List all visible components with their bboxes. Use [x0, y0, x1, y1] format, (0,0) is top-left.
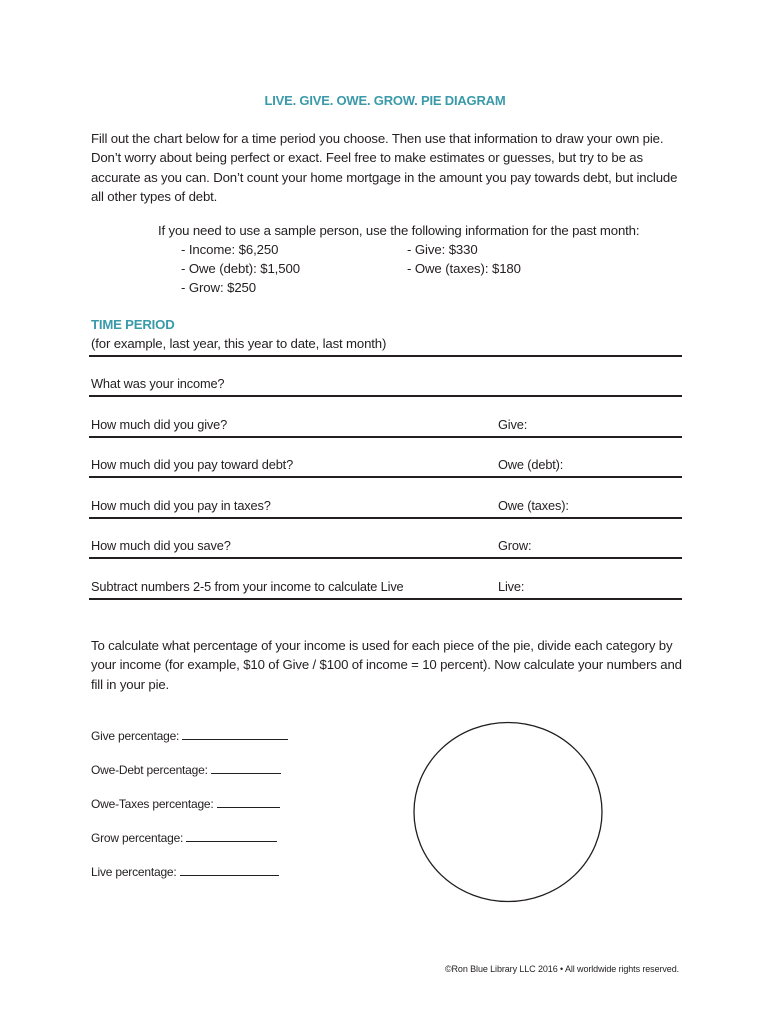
copyright-footer: ©Ron Blue Library LLC 2016 • All worldwide rights reserved. — [445, 964, 679, 974]
intro-paragraph: Fill out the chart below for a time period you choose. Then use that information to draw your own pie. Don’t worry about being perfect or exact. Feel free to make estimates or guesses, but try to be as accurate as you can. Don’t count your home mortgage in the amount you pay towards debt, but include all other types of debt. — [91, 131, 678, 204]
answer-line-income[interactable] — [89, 395, 682, 397]
label-owe-debt: Owe (debt): — [498, 457, 564, 472]
live-percentage-row — [91, 865, 279, 879]
calculation-instructions: To calculate what percentage of your income is used for each piece of the pie, divide each category by your income (for example, $10 of Give / $100 of income = 10 percent). Now calculate your numbers and fill in your pie. — [91, 638, 682, 692]
question-income: What was your income? — [91, 376, 225, 391]
owe-taxes-percentage-label: Owe-Taxes percentage: — [91, 797, 214, 811]
sample-grow: - Grow: $250 — [181, 280, 257, 295]
give-percentage-blank[interactable] — [182, 729, 288, 740]
label-grow: Grow: — [498, 538, 532, 553]
question-debt: How much did you pay toward debt? — [91, 457, 294, 472]
label-owe-taxes: Owe (taxes): — [498, 498, 569, 513]
grow-percentage-blank[interactable] — [186, 831, 277, 842]
owe-taxes-percentage-row — [91, 797, 280, 811]
time-period-subtitle: (for example, last year, this year to date, last month) — [91, 336, 387, 351]
sample-intro: If you need to use a sample person, use the following information for the past month: — [158, 223, 640, 238]
page-title: LIVE. GIVE. OWE. GROW. PIE DIAGRAM — [264, 93, 506, 108]
sample-owe-taxes: - Owe (taxes): $180 — [407, 261, 521, 276]
owe-debt-percentage-row — [91, 763, 281, 777]
give-percentage-row — [91, 729, 288, 743]
sample-give: - Give: $330 — [407, 242, 478, 257]
label-live: Live: — [498, 579, 525, 594]
question-live: Subtract numbers 2-5 from your income to calculate Live — [91, 579, 404, 594]
grow-percentage-row — [91, 831, 277, 845]
owe-debt-percentage-blank[interactable] — [211, 763, 281, 774]
question-taxes: How much did you pay in taxes? — [91, 498, 271, 513]
answer-line-debt[interactable] — [89, 476, 682, 478]
answer-line-save[interactable] — [89, 557, 682, 559]
give-percentage-label: Give percentage: — [91, 729, 180, 743]
live-percentage-label: Live percentage: — [91, 865, 177, 879]
pie-chart-circle[interactable] — [412, 721, 604, 903]
answer-line-taxes[interactable] — [89, 517, 682, 519]
owe-debt-percentage-label: Owe-Debt percentage: — [91, 763, 208, 777]
live-percentage-blank[interactable] — [180, 865, 279, 876]
answer-line-give[interactable] — [89, 436, 682, 438]
owe-taxes-percentage-blank[interactable] — [217, 797, 280, 808]
label-give: Give: — [498, 417, 528, 432]
grow-percentage-label: Grow percentage: — [91, 831, 184, 845]
sample-income: - Income: $6,250 — [181, 242, 279, 257]
question-give: How much did you give? — [91, 417, 228, 432]
sample-owe-debt: - Owe (debt): $1,500 — [181, 261, 300, 276]
answer-line-live[interactable] — [89, 598, 682, 600]
question-save: How much did you save? — [91, 538, 231, 553]
time-period-line[interactable] — [89, 355, 682, 357]
time-period-title: TIME PERIOD — [91, 317, 175, 332]
